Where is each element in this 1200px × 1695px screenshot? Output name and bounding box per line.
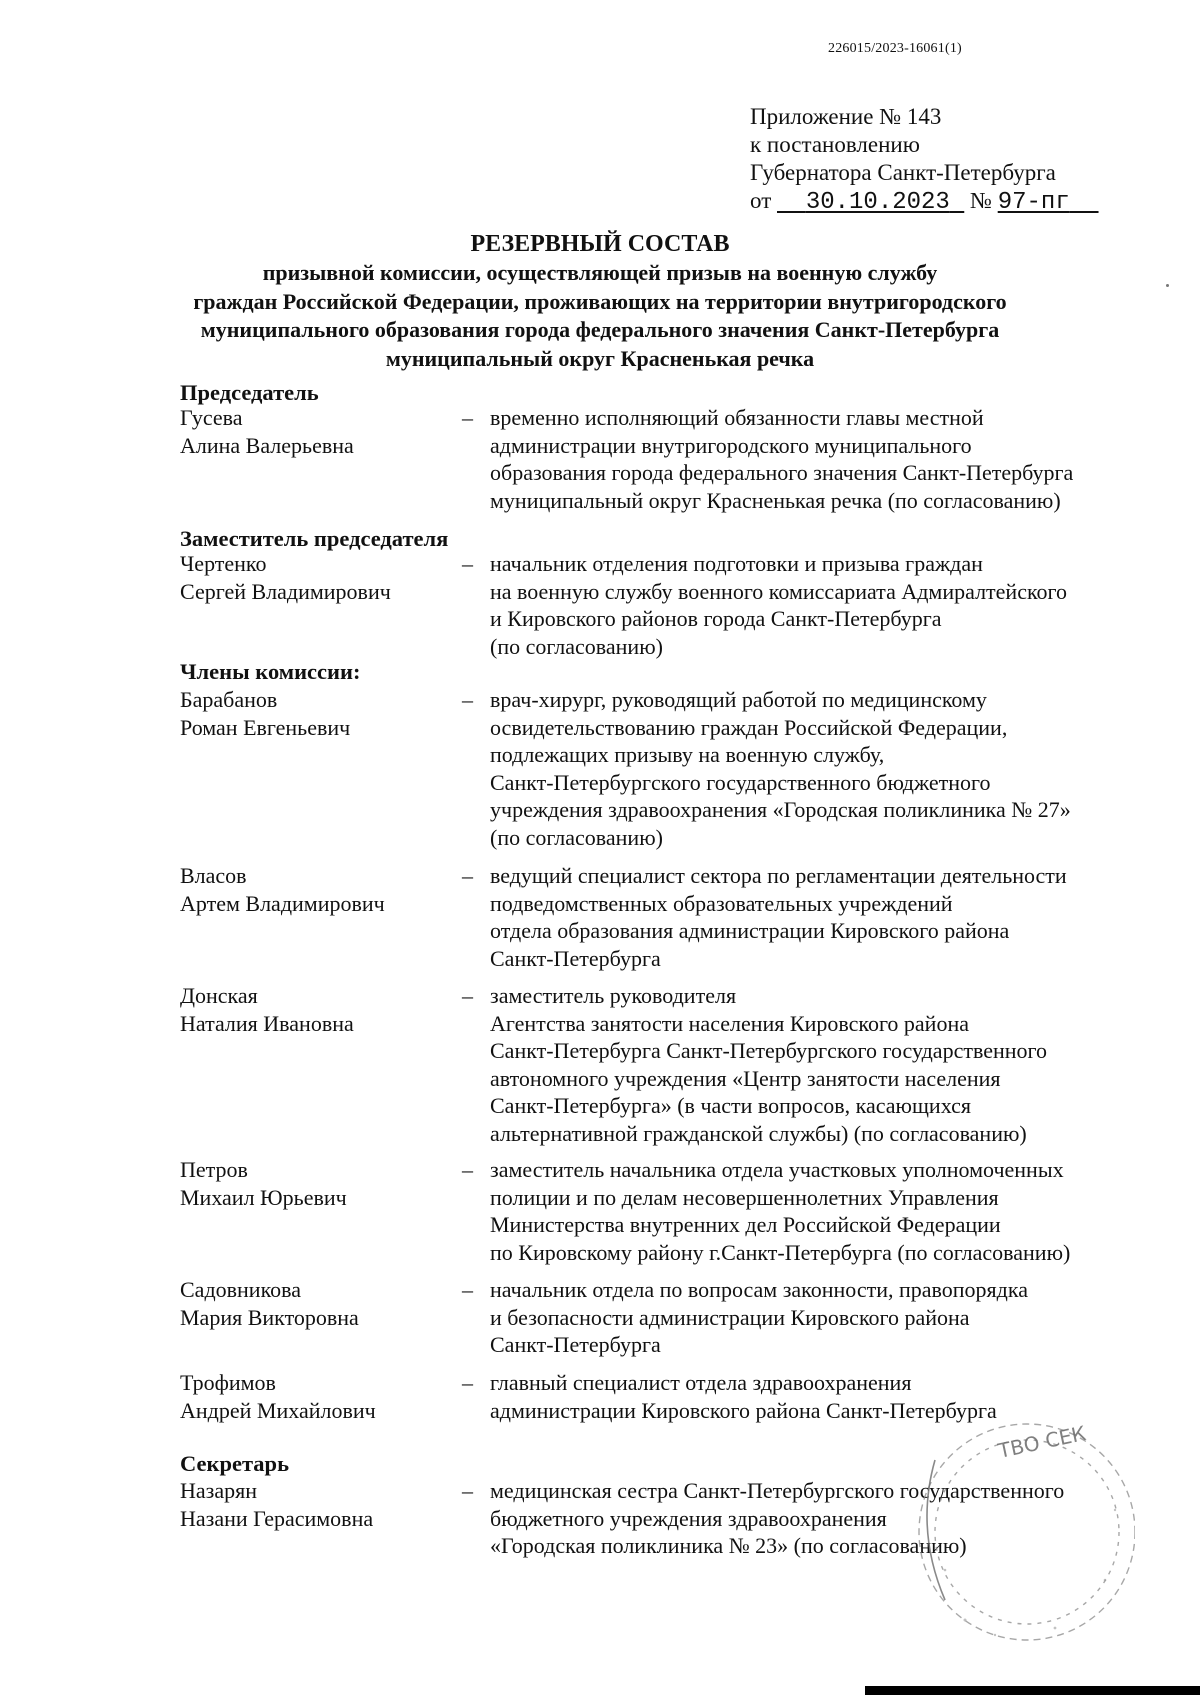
- appendix-date-line: [750, 187, 1099, 217]
- dash: –: [462, 1478, 473, 1503]
- dash: –: [462, 1157, 473, 1182]
- member-role: ведущий специалист сектора по регламентации деятельности подведомственных образовательных учреждений отдела образования администрации Кировского района Санкт-Петербурга: [490, 863, 1067, 971]
- dash: –: [462, 983, 473, 1008]
- member-role: врач-хирург, руководящий работой по медицинскому освидетельствованию граждан Российской Федерации, подлежащих призыву на военную службу, Санкт-Петербургского государственного бюджетного учреждения здравоохранения «Городская поликлиника № 27» (по согласованию): [490, 687, 1071, 850]
- subtitle-line-2: граждан Российской Федерации, проживающих на территории внутригородского: [193, 288, 1007, 314]
- member-name: Власов Артем Владимирович: [180, 863, 385, 916]
- dash: –: [462, 551, 473, 576]
- member-name: Петров Михаил Юрьевич: [180, 1157, 347, 1210]
- subtitle-line-4: муниципальный округ Красненькая речка: [385, 345, 815, 371]
- member-name: Назарян Назани Герасимовна: [180, 1478, 374, 1531]
- section-secretary: Секретарь: [180, 1451, 289, 1476]
- document-title: РЕЗЕРВНЫЙ СОСТАВ: [470, 231, 730, 257]
- number-prefix: №: [970, 188, 992, 213]
- subtitle-line-1: призывной комиссии, осуществляющей призыв на военную службу: [262, 260, 938, 285]
- member-role: главный специалист отдела здравоохранения администрации Кировского района Санкт-Петербурга: [490, 1370, 997, 1423]
- seal-text: ТВО СЕК: [996, 1420, 1088, 1463]
- member-name: Садовникова Мария Викторовна: [180, 1277, 359, 1330]
- member-role: медицинская сестра Санкт-Петербургского государственного бюджетного учреждения здравоохранения «Городская поликлиника № 23» (по согласованию): [490, 1478, 1065, 1558]
- dash: –: [462, 863, 473, 888]
- decree-date: 30.10.2023: [805, 189, 950, 216]
- section-members: Члены комиссии:: [180, 659, 361, 684]
- member-role: заместитель начальника отдела участковых уполномоченных полиции и по делам несовершеннолетних Управления Министерства внутренних дел Российской Федерации по Кировскому району г.Санкт-Петербурга (по согласованию): [490, 1157, 1071, 1265]
- decree-number: 97-пг: [997, 189, 1070, 216]
- section-chair: Председатель: [180, 380, 319, 405]
- member-name: Трофимов Андрей Михайлович: [180, 1370, 376, 1423]
- date-prefix: от: [750, 188, 772, 213]
- title-block: [100, 230, 1100, 372]
- appendix-line-1: Приложение № 143: [750, 104, 942, 129]
- document-number: 226015/2023-16061(1): [828, 41, 962, 56]
- member-role: начальник отдела по вопросам законности, правопорядка и безопасности администрации Кировского района Санкт-Петербурга: [490, 1277, 1028, 1357]
- appendix-line-2: к постановлению: [750, 132, 920, 157]
- member-name: Чертенко Сергей Владимирович: [180, 551, 391, 604]
- section-deputy: Заместитель председателя: [180, 526, 449, 551]
- subtitle-line-3: муниципального образования города федерального значения Санкт-Петербурга: [200, 317, 1000, 342]
- member-name: Донская Наталия Ивановна: [180, 983, 354, 1036]
- dash: –: [462, 1277, 473, 1302]
- member-name: Барабанов Роман Евгеньевич: [180, 687, 351, 740]
- scan-speck: [1166, 284, 1169, 287]
- appendix-line-3: Губернатора Санкт-Петербурга: [750, 160, 1056, 185]
- member-name: Гусева Алина Валерьевна: [180, 405, 354, 458]
- dash: –: [462, 1370, 473, 1395]
- member-role: заместитель руководителя Агентства занятости населения Кировского района Санкт-Петербурга Санкт-Петербургского государственного автономного учреждения «Центр занятости населения Санкт-Петербурга» (в части вопросов, касающихся альтернативной гражданской службы) (по согласованию): [490, 983, 1047, 1146]
- dash: –: [462, 687, 473, 712]
- dash: –: [462, 405, 473, 430]
- member-role: временно исполняющий обязанности главы местной администрации внутригородского муниципального образования города федерального значения Санкт-Петербурга муниципальный округ Красненькая речка (по согласованию): [490, 405, 1074, 513]
- official-seal: [905, 1420, 1135, 1650]
- scan-edge-bar: [865, 1686, 1200, 1695]
- appendix-block: [750, 103, 1099, 217]
- member-role: начальник отделения подготовки и призыва граждан на военную службу военного комиссариата Адмиралтейского и Кировского районов города Санкт-Петербурга (по согласованию): [490, 551, 1068, 659]
